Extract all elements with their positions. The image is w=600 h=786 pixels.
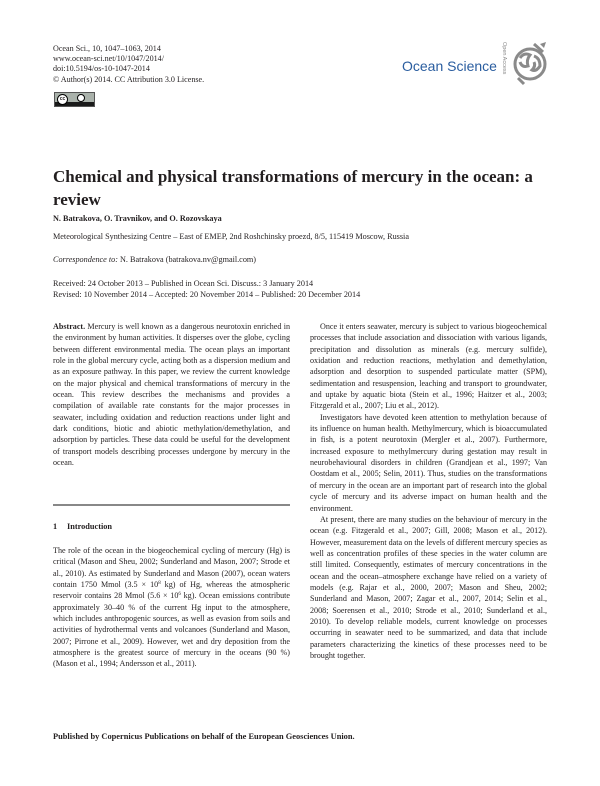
journal-meta xyxy=(53,44,204,85)
right-paragraph-3: At present, there are many studies on the behaviour of mercury in the ocean (e.g. Fitzgerald et al., 2007; Gill, 2008; Mason et al., 2012). However, measurement data on the levels of different mercury species as well as concentration profiles of these species in the water column are still limited. Consequently, estimates of mercury concentrations in the ocean and the ocean–atmosphere exchange have relied on a variety of models (e.g. Rajar et al., 2000, 2007; Mason and Sheu, 2002; Sunderland and Mason, 2007; Zagar et al., 2007, 2014; Selin et al., 2008; Soerensen et al., 2010; Strode et al., 2010; Sunderland et al., 2010). To develop reliable models, current knowledge on processes occurring in seawater need to be summarized, and data that include parameters characterizing the kinetics of these processes need to be brought together. xyxy=(310,514,547,660)
creative-commons-by-icon[interactable] xyxy=(54,92,95,107)
correspondence-email[interactable]: N. Batrakova (batrakova.nv@gmail.com) xyxy=(117,255,257,264)
journal-logo-name: Ocean Science xyxy=(402,58,497,74)
intro-superscript-2: 6 xyxy=(178,592,181,598)
article-title: Chemical and physical transformations of mercury in the ocean: a review xyxy=(53,167,533,209)
cc-circle-icon: cc xyxy=(57,94,68,105)
attribution-person-icon xyxy=(77,94,85,102)
license-text: © Author(s) 2014. CC Attribution 3.0 License. xyxy=(53,74,205,84)
intro-text-c: kg). Ocean emissions contribute approximately 30–40 % of the current Hg input to the atmosphere, which includes anthropogenic sources, as well as evasion from soils and activities of hydrothermal vents and volcanoes (Sunderland and Mason, 2007; Pirrone et al., 2009). However, wet and dry deposition from the atmosphere is the greatest source of mercury in the oceans (90 %) (Mason et al., 1994; Andersson et al., 2011). xyxy=(53,591,290,669)
section-heading-introduction xyxy=(53,522,112,531)
dates-revised: Revised: 10 November 2014 – Accepted: 20 November 2014 – Published: 20 December 2014 xyxy=(53,290,361,299)
abstract-label: Abstract. xyxy=(53,322,86,331)
author-affiliation: Meteorological Synthesizing Centre – East of EMEP, 2nd Roshchinsky proezd, 8/5, 115419 Moscow, Russia xyxy=(53,232,409,241)
section-title: Introduction xyxy=(67,522,113,531)
section-number: 1 xyxy=(53,522,58,531)
correspondence-label: Correspondence to: xyxy=(53,255,118,264)
abstract xyxy=(53,321,290,468)
dates-received: Received: 24 October 2013 – Published in Ocean Sci. Discuss.: 3 January 2014 xyxy=(53,279,314,288)
egu-globe-icon xyxy=(510,38,550,90)
doi-link[interactable]: doi:10.5194/os-10-1047-2014 xyxy=(53,64,150,74)
right-column xyxy=(310,321,547,661)
right-paragraph-1: Once it enters seawater, mercury is subject to various biogeochemical processes that include association and dissociation with various ligands, precipitation and dissolution as minerals (e.g. mercury sulfide), oxidation and reduction reactions, methylation and demethylation, adsorption and desorption to suspended particulate matter (SPM), sedimentation and resuspension, leaching and transport to groundwater, and uptake by aquatic biota (Stein et al., 1996; Haitzer et al., 2003; Fitzgerald et al., 2007; Liu et al., 2012). xyxy=(310,322,547,411)
section-divider xyxy=(53,504,290,506)
article-authors: N. Batrakova, O. Travnikov, and O. Rozovskaya xyxy=(53,214,222,223)
open-access-label: Open Access xyxy=(501,42,507,75)
intro-superscript-1: 8 xyxy=(158,581,161,587)
intro-text-a: The role of the ocean in the biogeochemical cycling of mercury (Hg) is critical (Mason and Sheu, 2002; Sunderland and Mason, 2007; Strode et al., 2010). As estimated by Sunderland and Mason (2007), ocean waters contain 1750 Mmol (3.5 × 10 xyxy=(53,546,290,590)
journal-url-link[interactable]: www.ocean-sci.net/10/1047/2014/ xyxy=(53,54,164,64)
journal-citation: Ocean Sci., 10, 1047–1063, 2014 xyxy=(53,44,161,53)
right-paragraph-2: Investigators have devoted keen attention to methylation because of its influence on human health. Methylmercury, which is bioaccumulated in fish, is a potent neurotoxin (Mergler et al., 2007). Furthermore, increased exposure to methylmercury during gestation may result in neurobehavioural disorders in children (Grandjean et al., 1997; Van Oostdam et al., 2005; Selin, 2011). Thus, studies on the transformations of mercury in the ocean are an important part of research into the global cycle of mercury and its adverse impact on human health and the environment. xyxy=(310,412,547,513)
correspondence xyxy=(53,255,256,264)
publication-dates xyxy=(53,278,360,300)
introduction-paragraph xyxy=(53,545,290,670)
abstract-text: Mercury is well known as a dangerous neurotoxin enriched in the environment by human activities. It disperses over the globe, cycling between different environmental media. The ocean plays an important role in the global mercury cycle, acting both as a dispersion medium and as an exposure pathway. In this paper, we review the current knowledge on the major physical and chemical transformations of mercury in the ocean. This review describes the mechanisms and provides a compilation of available rate constants for the major processes in seawater, including oxidation and reduction reactions under light and dark conditions, biotic and abiotic methylation/demethylation, and adsorption by particles. These data could be useful for the development of transport models describing processes undergone by mercury in the ocean. xyxy=(53,322,290,468)
intro-text-b: kg) of Hg, whereas the atmospheric reservoir contains 28 Mmol (5.6 × 10 xyxy=(53,580,290,601)
publisher-footer: Published by Copernicus Publications on behalf of the European Geosciences Union. xyxy=(53,732,355,741)
